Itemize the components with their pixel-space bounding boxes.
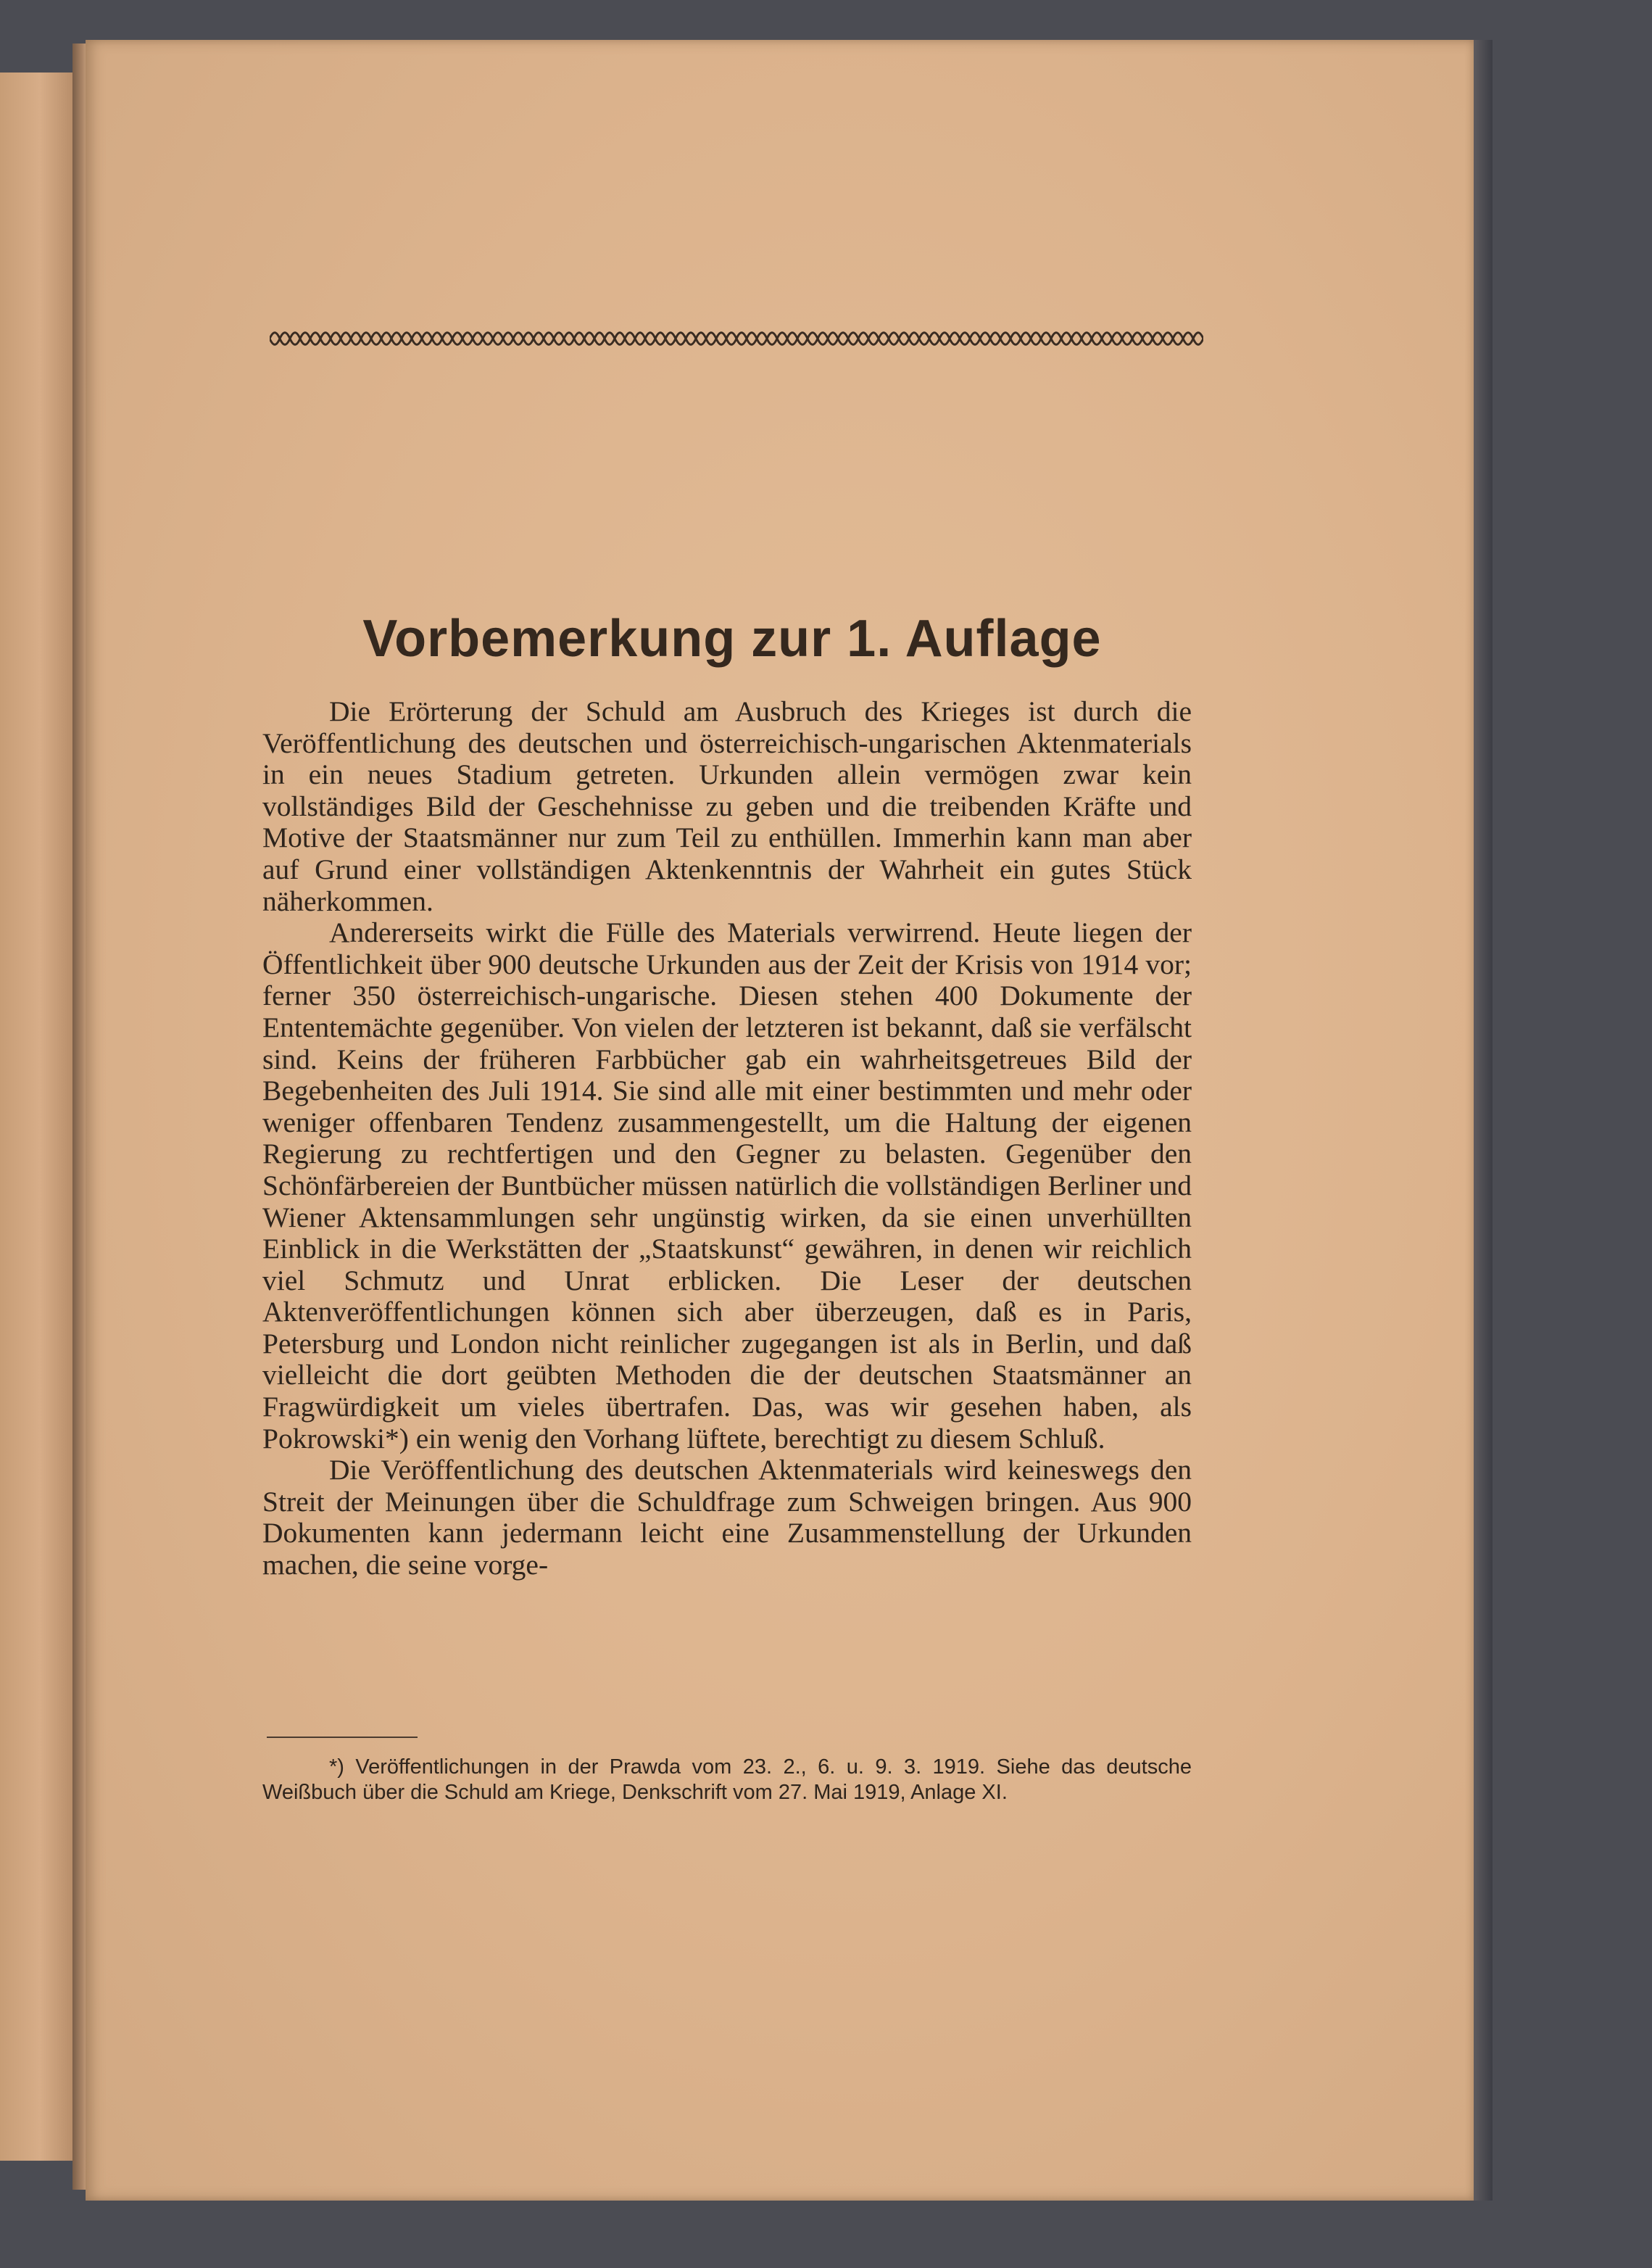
book-cover-edge	[1474, 40, 1493, 2201]
paragraph-3: Die Veröffentlichung des deutschen Aktenmaterials wird keineswegs den Streit der Meinungen über die Schuldfrage zum Schweigen bringen. Aus 900 Dokumenten kann jedermann leicht eine Zusammenstellung der Urkunden machen, die seine vorge-	[262, 1454, 1192, 1581]
paragraph-1: Die Erörterung der Schuld am Ausbruch des Krieges ist durch die Veröffentlichung des deutschen und österreichisch-ungarischen Aktenmaterials in ein neues Stadium getreten. Urkunden allein vermögen zwar kein vollständiges Bild der Geschehnisse zu geben und die treibenden Kräfte und Motive der Staatsmänner nur zum Teil zu enthüllen. Immerhin kann man aber auf Grund einer vollständigen Aktenkenntnis der Wahrheit ein gutes Stück näherkommen.	[262, 695, 1192, 917]
footnote: *) Veröffentlichungen in der Prawda vom 23. 2., 6. u. 9. 3. 1919. Siehe das deutsche Weißbuch über die Schuld am Kriege, Denkschrift vom 27. Mai 1919, Anlage XI.	[262, 1755, 1192, 1804]
footnote-divider	[267, 1737, 418, 1738]
main-text	[262, 696, 1192, 1581]
page-title: Vorbemerkung zur 1. Auflage	[362, 610, 1102, 668]
previous-page-edge	[0, 73, 72, 2161]
paragraph-2: Andererseits wirkt die Fülle des Materials verwirrend. Heute liegen der Öffentlichkeit über 900 deutsche Urkunden aus der Zeit der Krisis von 1914 vor; ferner 350 österreichisch-ungarische. Diesen stehen 400 Dokumente der Ententemächte gegenüber. Von vielen der letzteren ist bekannt, daß sie verfälscht sind. Keins der früheren Farbbücher gab ein wahrheitsgetreues Bild der Begebenheiten des Juli 1914. Sie sind alle mit einer bestimmten und mehr oder weniger offenbaren Tendenz zusammengestellt, um die Haltung der eigenen Regierung zu rechtfertigen und den Gegner zu belasten. Gegenüber den Schönfärbereien der Buntbücher müssen natürlich die vollständigen Berliner und Wiener Aktensammlungen sehr ungünstig wirken, da sie einen unverhüllten Einblick in die Werkstätten der „Staatskunst“ gewähren, in denen wir reichlich viel Schmutz und Unrat erblicken. Die Leser der deutschen Aktenveröffentlichungen können sich aber überzeugen, daß es in Paris, Petersburg und London nicht reinlicher zugegangen ist als in Berlin, und daß vielleicht die dort geübten Methoden die der deutschen Staatsmänner an Fragwürdigkeit um vieles übertrafen. Das, was wir gesehen haben, als Pokrowski*) ein wenig den Vorhang lüftete, berechtigt zu diesem Schluß.	[262, 916, 1192, 1454]
decorative-border-ornament	[270, 328, 1203, 349]
